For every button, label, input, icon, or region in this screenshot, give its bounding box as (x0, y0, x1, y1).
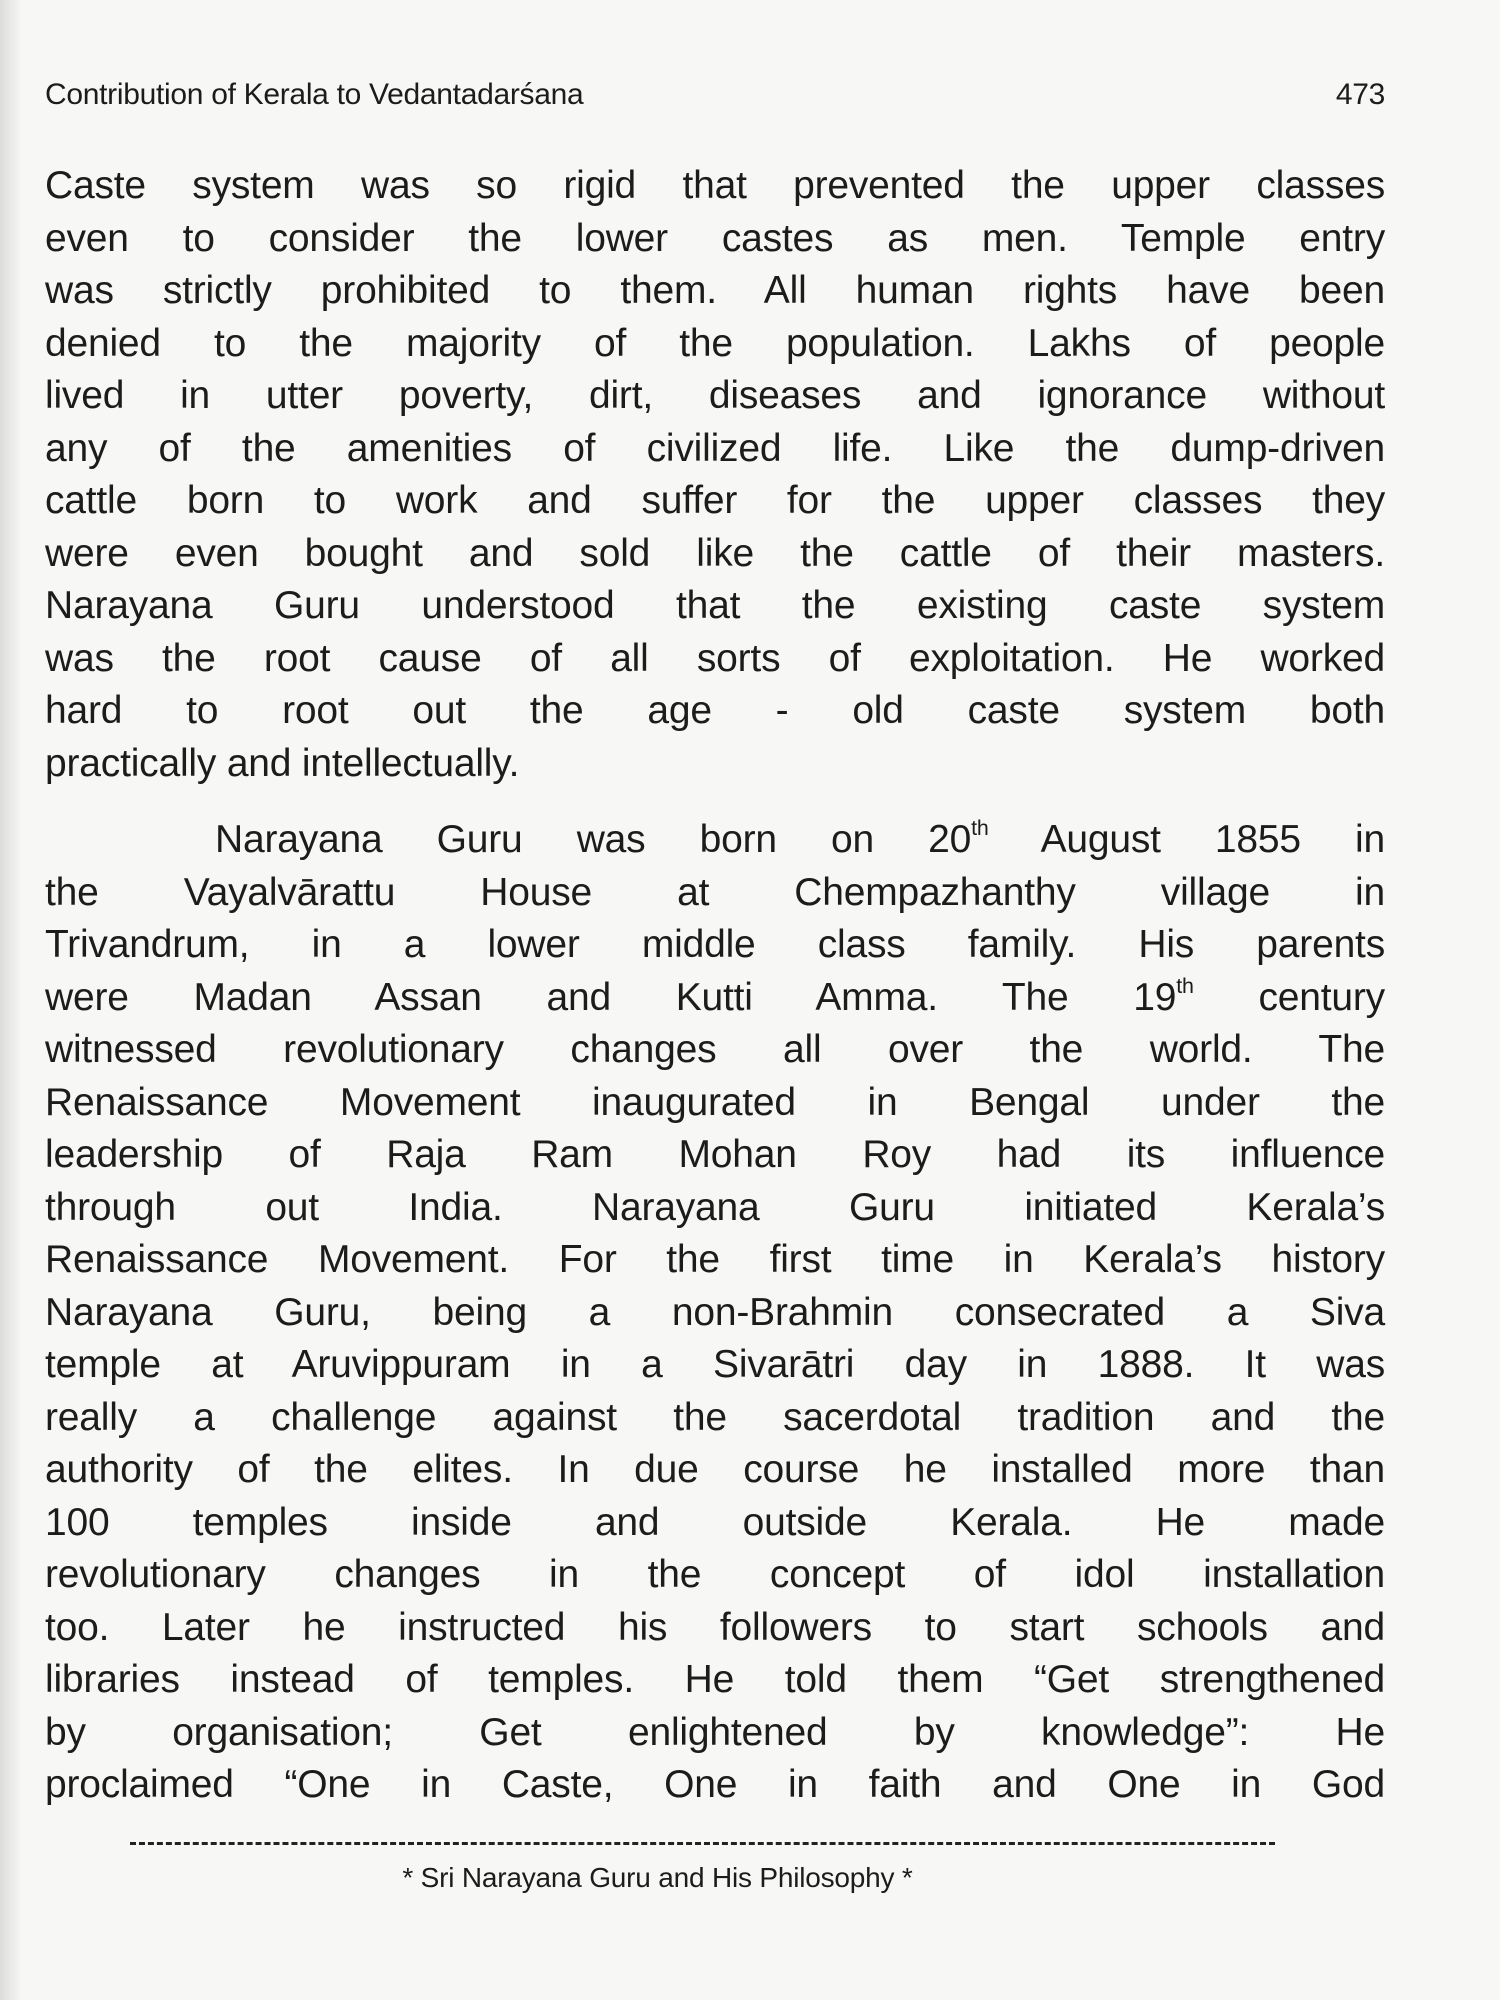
text-line: was the root cause of all sorts of exploitation. He worked (45, 636, 1385, 680)
text-line: denied to the majority of the population. Lakhs of people (45, 321, 1385, 365)
text-line: 100 temples inside and outside Kerala. He made (45, 1500, 1385, 1544)
body-text (45, 160, 1385, 1812)
text-line: Narayana Guru understood that the existing caste system (45, 584, 1385, 627)
text-line: really a challenge against the sacerdotal tradition and the (45, 1395, 1385, 1439)
text-line: temple at Aruvippuram in a Sivarātri day in 1888. It was (45, 1343, 1385, 1386)
text-line: too. Later he instructed his followers to start schools and (45, 1605, 1385, 1649)
text-line: the Vayalvārattu House at Chempazhanthy village in (45, 870, 1385, 914)
footer-dashed-rule (130, 1842, 1275, 1845)
paragraph-1 (45, 160, 1385, 790)
text-line: by organisation; Get enlightened by knowledge”: He (45, 1710, 1385, 1754)
page-number: 473 (1335, 78, 1385, 111)
text-line: Narayana Guru was born on 20th August 1855 in (215, 815, 1385, 861)
text-line: leadership of Raja Ram Mohan Roy had its influence (45, 1133, 1385, 1176)
footer-book-title: * Sri Narayana Guru and His Philosophy * (402, 1862, 913, 1893)
text-line: revolutionary changes in the concept of idol installation (45, 1553, 1385, 1596)
text-line: hard to root out the age - old caste system both (45, 689, 1385, 732)
text-line: were Madan Assan and Kutti Amma. The 19th century (45, 973, 1385, 1019)
paragraph-2 (45, 814, 1385, 1812)
text-line: Renaissance Movement. For the first time in Kerala’s history (45, 1238, 1385, 1281)
page-gutter-shadow (0, 0, 22, 2000)
running-header (45, 78, 1385, 112)
text-line: authority of the elites. In due course he installed more than (45, 1448, 1385, 1491)
footer (0, 1862, 1500, 1894)
text-line: through out India. Narayana Guru initiated Kerala’s (45, 1185, 1385, 1229)
chapter-title: Contribution of Kerala to Vedantadarśana (45, 78, 584, 111)
text-line: libraries instead of temples. He told them “Get strengthened (45, 1658, 1385, 1701)
text-line: witnessed revolutionary changes all over the world. The (45, 1028, 1385, 1071)
text-line: Caste system was so rigid that prevented the upper classes (45, 164, 1385, 207)
text-line: proclaimed “One in Caste, One in faith and One in God (45, 1763, 1385, 1806)
text-line: Trivandrum, in a lower middle class family. His parents (45, 923, 1385, 966)
text-line: cattle born to work and suffer for the upper classes they (45, 479, 1385, 522)
text-line: were even bought and sold like the cattle of their masters. (45, 531, 1385, 575)
text-line: lived in utter poverty, dirt, diseases and ignorance without (45, 374, 1385, 417)
text-line: even to consider the lower castes as men. Temple entry (45, 216, 1385, 260)
text-line: Renaissance Movement inaugurated in Bengal under the (45, 1080, 1385, 1124)
text-line: practically and intellectually. (45, 741, 520, 785)
text-line: Narayana Guru, being a non-Brahmin consecrated a Siva (45, 1290, 1385, 1334)
text-line: any of the amenities of civilized life. Like the dump-driven (45, 426, 1385, 470)
text-line: was strictly prohibited to them. All human rights have been (45, 269, 1385, 312)
